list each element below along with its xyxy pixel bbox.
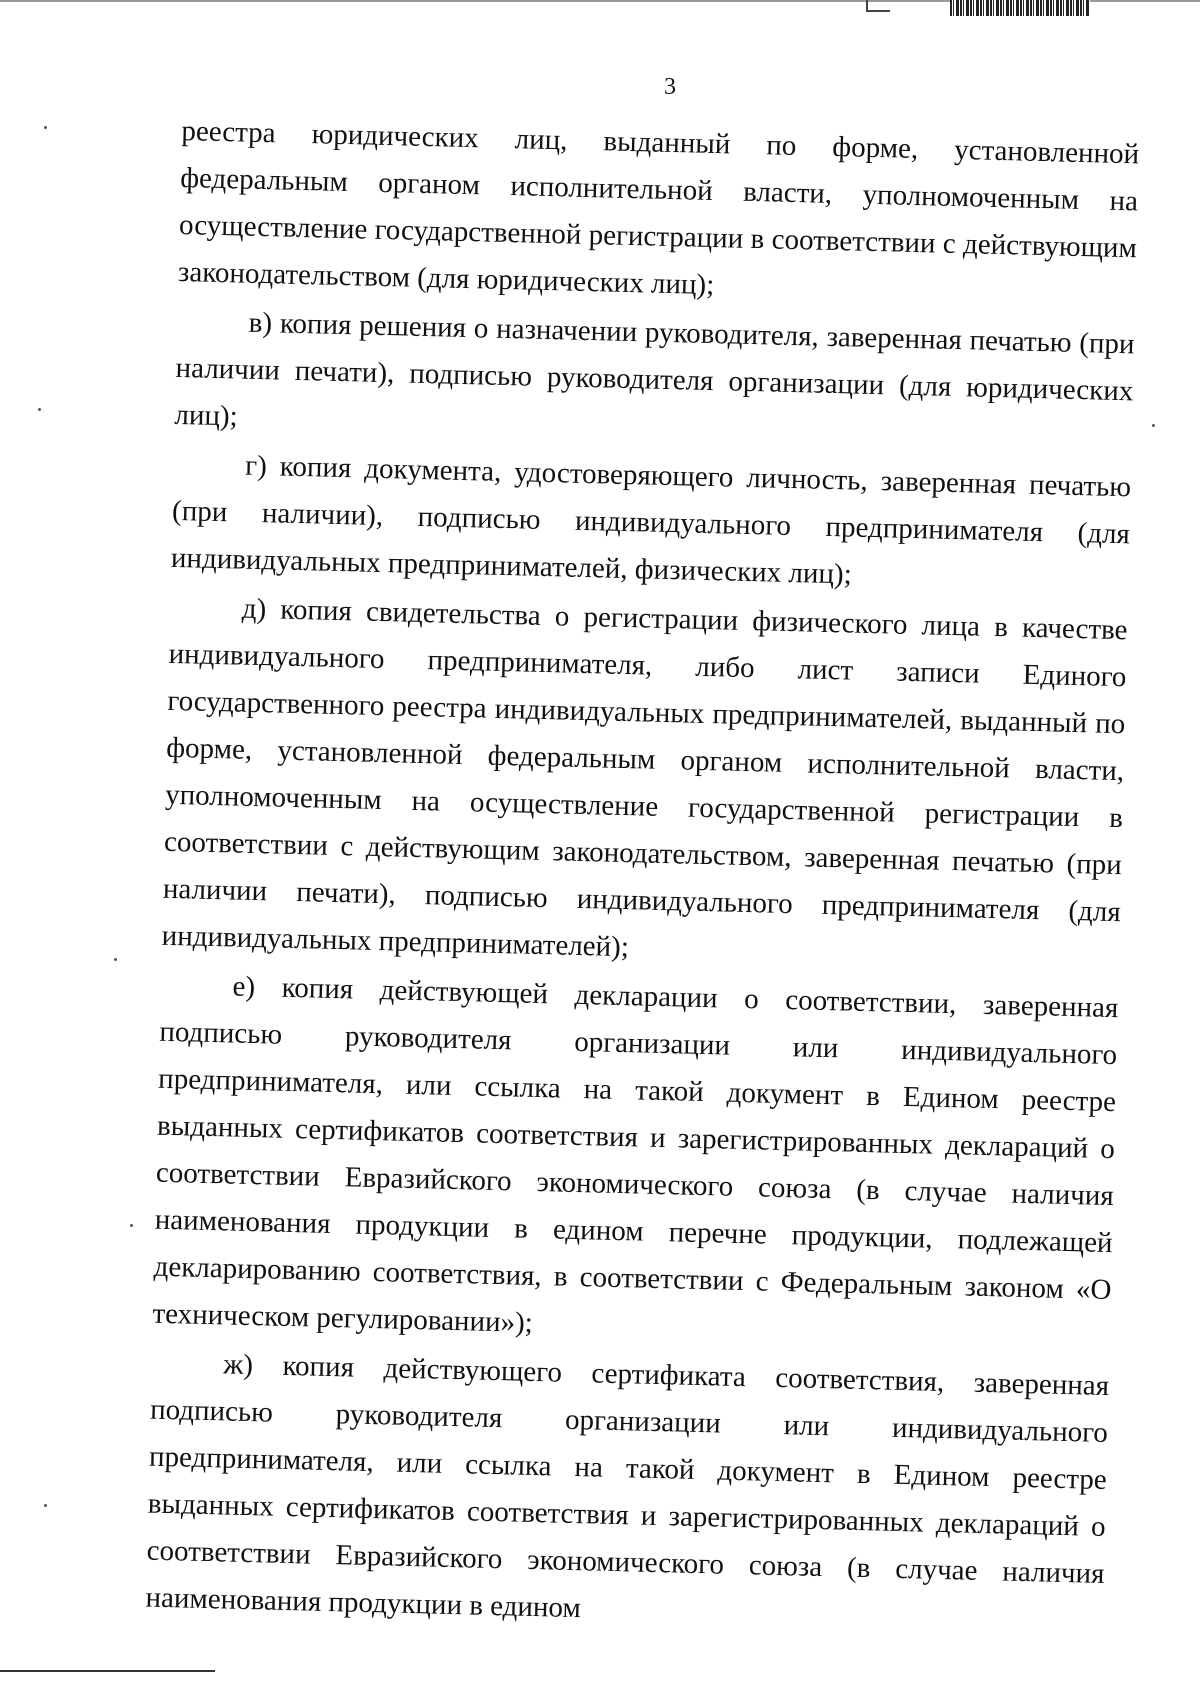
scan-speck bbox=[130, 1224, 133, 1227]
scan-speck bbox=[38, 408, 41, 411]
paragraph-item-g: г) копия документа, удостоверяющего личность, заверенная печатью (при наличии), подписью индивидуального предпринимателя (для индивидуальных предпринимателей, физических лиц); bbox=[170, 449, 1132, 591]
scan-speck bbox=[1152, 424, 1155, 427]
paragraph-registry-continuation: реестра юридических лиц, выданный по форме, установленной федеральным органом исполнительной власти, уполномоченным на осуществление государственной регистрации в соответствии с действующим законодательством (для юридических лиц); bbox=[177, 114, 1140, 302]
scan-speck bbox=[44, 1504, 47, 1507]
scan-speck bbox=[44, 126, 47, 129]
scan-speck bbox=[114, 958, 117, 961]
paragraph-item-v: в) копия решения о назначении руководителя, заверенная печатью (при наличии печати), подписью руководителя организации (для юридических лиц); bbox=[174, 306, 1135, 433]
scan-corner-mark bbox=[866, 0, 890, 12]
paragraph-item-e: е) копия действующей декларации о соответствии, заверенная подписью руководителя организации или индивидуального предпринимателя, или ссылка на такой документ в Едином реестре выданных сертификатов соответствия и зарегистрированных деклараций о соответствии Евразийского экономического союза (в случае наличия наименования продукции в едином перечне продукции, подлежащей декларированию соответствия, в соответствии с Федеральным законом «О техническом регулировании»); bbox=[152, 970, 1119, 1339]
page-number: 3 bbox=[664, 74, 676, 100]
scan-bottom-rule bbox=[0, 1670, 215, 1672]
paragraph-item-d: д) копия свидетельства о регистрации физического лица в качестве индивидуального предпринимателя, либо лист записи Единого государственного реестра индивидуальных предпринимателей, выданный по форме, установленной федеральным органом исполнительной власти, уполномоченным на осуществление государственной регистрации в соответствии с действующим законодательством, заверенная печатью (при наличии печати), подписью индивидуального предпринимателя (для индивидуальных предпринимателей); bbox=[161, 592, 1128, 964]
document-body bbox=[145, 108, 1140, 1647]
barcode-strip bbox=[950, 0, 1090, 16]
paragraph-item-zh: ж) копия действующего сертификата соответствия, заверенная подписью руководителя организации или индивидуального предпринимателя, или ссылка на такой документ в Едином реестре выданных сертификатов соответствия и зарегистрированных деклараций о соответствии Евразийского экономического союза (в случае наличия наименования продукции в едином bbox=[145, 1348, 1110, 1625]
